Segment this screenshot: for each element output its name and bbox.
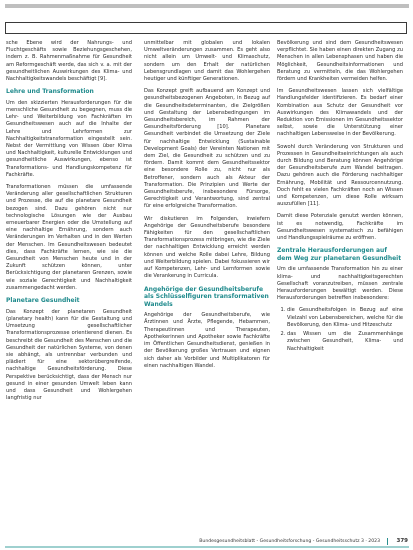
footer-divider xyxy=(387,538,388,545)
section-heading: Angehörige der Gesundheitsberufe als Schlüsselfiguren transformativen Wandels xyxy=(144,285,269,308)
numbered-list xyxy=(277,307,403,352)
paragraph: Um die umfassende Transformation hin zu einer klima- und nachhaltigkeitsgerechten Gesellschaft voranzutreiben, müssen zentrale Herausforderungen bewältigt werden. Diese Herausforderungen betreffen insbesondere: xyxy=(277,266,403,302)
paragraph: sche Ebene wird der Nahrungs- und Fluchtgeschäfts sowie Beziehungsgeschehen, indem z. B. Rahmenmaßnahme für Gesundheit am Reformgeschäft werde, das sich v. a. mit der gesundheitlichen Auswirkungen des Klima- und Nachhaltigkeitswandels beschäftigt [9]. xyxy=(6,40,132,83)
section-heading: Zentrale Herausforderungen auf dem Weg zur planetaren Gesundheit xyxy=(277,247,402,262)
paragraph: Um den skizzierten Herausforderungen für die menschliche Gesundheit zu begegnen, muss die Lehr- und Weiterbildung von Fachkräften im Gesundheitswesen auch auf die Inhalte der Lehre und Lehrformen zur Nachhaltigkeitstransformation eingestellt sein. Nebst der Vermittlung von Wissen über Klima und Nachhaltigkeit, kulturelle Entwicklungen und gesundheitliche Auswirkungen, ebenso ist Transformations- und Handlungskompetenz für Fachkräfte. xyxy=(6,99,132,178)
list-item: 2. das Wissen um die Zusammenhänge zwischen Gesundheit, Klima- und Nachhaltigkeit xyxy=(287,331,403,353)
paragraph: unmittelbar mit globalen und lokalen Umweltveränderungen zusammen. Es geht also nicht allein um Umwelt- und Klimaschutz, sondern um den Erhalt der natürlichen Lebensgrundlagen und damit das Wohlergehen heutiger und künftiger Generationen. xyxy=(144,40,270,83)
page-number: 379 xyxy=(396,538,408,544)
paragraph: Wir diskutieren im Folgenden, inwiefern Angehörige der Gesundheitsberufe besondere Fähigkeiten für den gesellschaftlichen Transformationsprozess mitbringen, wie die Ziele der nachhaltigen Entwicklung erreicht werden können und welche Rolle dabei Lehre, Bildung und Weiterbildung spielen. Dabei fokussieren wir auf Kompetenzen, Lehr- und Lernformen sowie die Verankerung in Curricula. xyxy=(144,215,270,280)
header-frame xyxy=(5,22,407,34)
paragraph: Sowohl durch Veränderung von Strukturen und Prozessen in Gesundheitseinrichtungen als auch durch Bildung und Beratung können Angehörige der Gesundheitsberufe zum Wandel beitragen. Dazu gehören auch die Förderung nachhaltiger Ernährung, Mobilität und Ressourcennutzung. Doch fehlt es vielen Fachkräften noch an Wissen und Kompetenzen, um diese Rolle wirksam auszufüllen [11]. xyxy=(277,143,403,208)
section-heading: Planetare Gesundheit xyxy=(6,297,80,305)
page-footer xyxy=(150,537,408,546)
bottom-accent-stripe xyxy=(5,546,409,548)
paragraph: Das Konzept greift aufbauend am Konzept und gesundheitsbezogenen Angeboten, in Bezug auf die Gesundheitsdeterminanten, die Zielgrößen und Gestaltung der Lebensbedingungen im Gesundheitsbereich, im Rahmen der Gesundheitsförderung [10]. Planetare Gesundheit verbindet die Umsetzung der Ziele für nachhaltige Entwicklung (Sustainable Development Goals) der Vereinten Nationen mit dem Ziel, die Gesundheit zu schützen und zu fördern. Damit kommt dem Gesundheitssektor eine besondere Rolle zu, nicht nur als Betroffener, sondern auch als Akteur der Transformation. Die Prinzipien und Werte der Gesundheitsberufe, insbesondere Fürsorge, Gerechtigkeit und Verantwortung, sind zentral für eine erfolgreiche Transformation. xyxy=(144,88,270,210)
list-item: 1. die Gesundheitsfolgen in Bezug auf eine Vielzahl von Lebensbereichen, welche für die Bevölkerung, den Klima- und Hitzeschutz xyxy=(287,307,403,329)
text-column-3 xyxy=(277,40,403,358)
paragraph: Das Konzept der planetaren Gesundheit (planetary health) kann für die Gestaltung und Umsetzung gesellschaftlicher Transformationsprozesse orientierend dienen. Es beschreibt die Gesundheit des Menschen und die Gesundheit der natürlichen Systeme, von denen sie abhängt, als untrennbar verbunden und plädiert für eine sektorübergreifende, nachhaltige Gesundheitsförderung. Diese Perspektive berücksichtigt, dass der Mensch nur gesund in einer gesunden Umwelt leben kann und dass Gesundheit und Wohlergehen langfristig nur xyxy=(6,308,132,402)
paragraph: Bevölkerung und sind dem Gesundheitswesen verpflichtet. Sie haben einen direkten Zugang zu Menschen in allen Lebensphasen und haben die Möglichkeit, Gesundheitsinformationen und Beratung zu vermitteln, die das Wohlergehen fördern und Krankheiten vermeiden helfen. xyxy=(277,40,403,83)
section-heading: Lehre und Transformation xyxy=(6,88,94,96)
paragraph: Transformationen müssen die umfassende Veränderung aller gesellschaftlichen Strukturen und Prozesse, die auf die planetare Gesundheit bezogen sind. Dazu gehören nicht nur technologische Lösungen wie der Ausbau erneuerbarer Energien oder die Umstellung auf eine nachhaltige Ernährung, sondern auch Veränderungen im Verhalten und in den Werten der Menschen. Im Gesundheitswesen bedeutet dies, dass Fachkräfte lernen, wie sie die Gesundheit von Menschen heute und in der Zukunft schützen können, unter Berücksichtigung der planetaren Grenzen, sowie wie soziale Gerechtigkeit und Nachhaltigkeit zusammengedacht werden. xyxy=(6,184,132,291)
journal-citation: Bundesgesundheitsblatt - Gesundheitsforschung - Gesundheitsschutz 3 · 2023 xyxy=(199,539,380,544)
text-column-2 xyxy=(144,40,270,375)
paragraph: Im Gesundheitswesen lassen sich vielfältige Handlungsfelder identifizieren. Es bedarf einer Kombination aus Schutz der Gesundheit vor Auswirkungen des Klimawandels und der Reduktion von Emissionen im Gesundheitssektor selbst, sowie die Unterstützung einer nachhaltigen Lebensweise in der Bevölkerung. xyxy=(277,88,403,138)
text-column-1 xyxy=(6,40,132,407)
paragraph: Angehörige der Gesundheitsberufe, wie Ärztinnen und Ärzte, Pflegende, Hebammen, Therapeutinnen und Therapeuten, Apothekerinnen und Apotheker sowie Fachkräfte im Öffentlichen Gesundheitsdienst, genießen in der Bevölkerung großes Vertrauen und eignen sich daher als Vorbilder und Multiplikatoren für einen nachhaltigen Wandel. xyxy=(144,312,270,369)
top-gray-bar xyxy=(5,4,409,8)
paragraph: Damit diese Potenziale genutzt werden können, ist es notwendig, Fachkräfte im Gesundheitswesen systematisch zu befähigen und Handlungsspielräume zu eröffnen. xyxy=(277,213,403,242)
